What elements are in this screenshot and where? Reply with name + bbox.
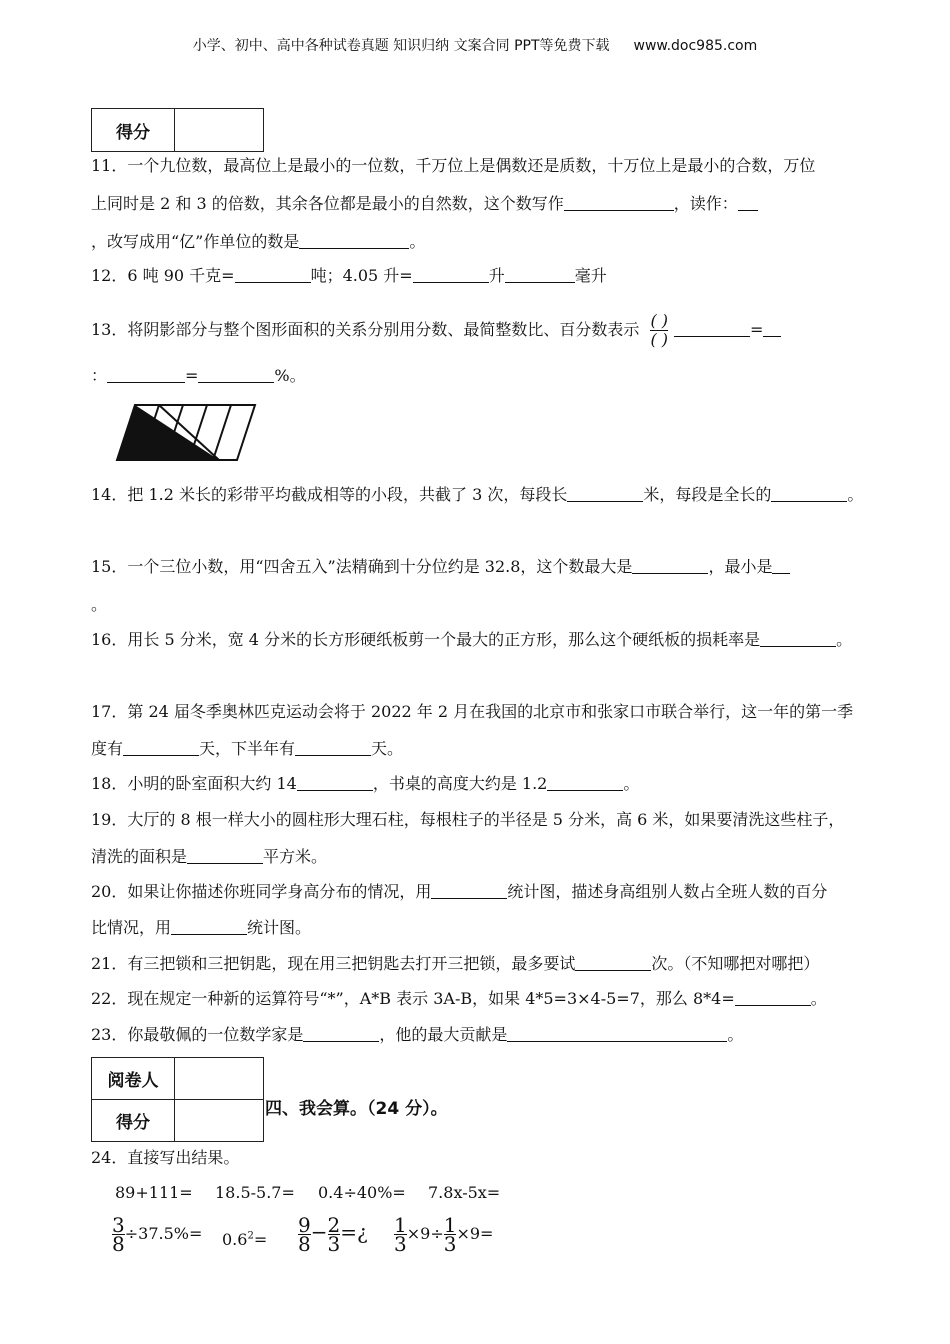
q20-line1: 20．如果让你描述你班同学身高分布的情况，用 统计图，描述身高组别人数占全班人数的百分 <box>91 882 828 901</box>
q17-blank-1[interactable] <box>123 739 199 756</box>
q11-line1: 11．一个九位数，最高位上是最小的一位数，千万位上是偶数还是质数，十万位上是最小的合数，万位 <box>91 156 816 175</box>
q24-row1-item: 0.4÷40%= <box>318 1183 406 1202</box>
q20-line2: 比情况，用 统计图。 <box>91 918 312 937</box>
score-cell[interactable] <box>175 109 264 152</box>
q22-blank[interactable] <box>735 989 811 1006</box>
q14-blank-1[interactable] <box>567 485 643 502</box>
q13-blank-3[interactable] <box>107 366 185 383</box>
q19-blank[interactable] <box>187 847 263 864</box>
q13-blank-4[interactable] <box>198 366 274 383</box>
score-label: 得分 <box>92 109 175 152</box>
q17-line1: 17．第 24 届冬季奥林匹克运动会将于 2022 年 2 月在我国的北京市和张家口市联合举行，这一年的第一季 <box>91 702 854 721</box>
q13-line1: 13．将阴影部分与整个图形面积的关系分别用分数、最简整数比、百分数表示 $\frac{( )}{( )}$ = <box>91 312 781 349</box>
page-header <box>0 35 950 55</box>
q24-row1-item: 7.8x-5x= <box>428 1183 501 1202</box>
q21-blank[interactable] <box>575 954 651 971</box>
header-url[interactable]: www.doc985.com <box>633 38 758 54</box>
q24-f4: $\frac{1}{3}$ ×9÷ $\frac{1}{3}$ ×9= <box>394 1213 494 1256</box>
q19-line2: 清洗的面积是 平方米。 <box>91 847 328 866</box>
q23: 23．你最敬佩的一位数学家是 ，他的最大贡献是 。 <box>91 1025 744 1044</box>
q21: 21．有三把锁和三把钥匙，现在用三把钥匙去打开三把锁，最多要试 次。（不知哪把对哪把） <box>91 954 820 973</box>
q16-blank[interactable] <box>760 630 836 647</box>
q11-blank-write[interactable] <box>564 194 674 211</box>
q12: 12．6 吨 90 千克= 吨；4.05 升= 升 毫升 <box>91 266 607 285</box>
q13-blank-2[interactable] <box>763 320 781 337</box>
q24-row1-item: 18.5-5.7= <box>215 1183 295 1202</box>
q20-blank-2[interactable] <box>171 918 247 935</box>
section-4-title: 四、我会算。（24 分）。 <box>265 1099 448 1119</box>
q13-shaded-figure <box>115 402 260 464</box>
q23-blank-1[interactable] <box>303 1025 379 1042</box>
q18-blank-1[interactable] <box>297 774 373 791</box>
q14-blank-2[interactable] <box>771 485 847 502</box>
q19-line1: 19．大厅的 8 根一样大小的圆柱形大理石柱，每根柱子的半径是 5 分米，高 6 米，如果要清洗这些柱子， <box>91 810 845 829</box>
q16: 16．用长 5 分米，宽 4 分米的长方形硬纸板剪一个最大的正方形，那么这个硬纸板的损耗率是 。 <box>91 630 853 649</box>
q23-blank-2[interactable] <box>507 1025 727 1042</box>
q18: 18．小明的卧室面积大约 14 ，书桌的高度大约是 1.2 。 <box>91 774 640 793</box>
score-box-2 <box>91 1057 264 1142</box>
q11-line2: 上同时是 2 和 3 的倍数，其余各位都是最小的自然数，这个数写作 ，读作： <box>91 194 758 214</box>
q12-blank-3[interactable] <box>505 266 575 283</box>
grader-label: 阅卷人 <box>92 1058 175 1100</box>
q15-blank-1[interactable] <box>632 557 708 574</box>
q17-line2: 度有 天，下半年有 天。 <box>91 739 404 758</box>
q24-row1-item: 89+111= <box>115 1183 193 1202</box>
fraction: $\frac{3}{8}$ <box>112 1213 125 1256</box>
grader-cell[interactable] <box>175 1058 264 1100</box>
fraction: $\frac{1}{3}$ <box>394 1213 407 1256</box>
q14: 14．把 1.2 米长的彩带平均截成相等的小段，共截了 3 次，每段长 米，每段是全长的 。 <box>91 485 864 504</box>
score-label-2: 得分 <box>92 1100 175 1142</box>
q24-f3: $\frac{9}{8}$ − $\frac{2}{3}$ =¿ <box>298 1213 368 1256</box>
q11-line3: ，改写成用“亿”作单位的数是 。 <box>91 232 426 251</box>
q17-blank-2[interactable] <box>295 739 371 756</box>
q13-fraction: $\frac{( )}{( )}$ <box>650 311 669 349</box>
q24-f2: $0.6^2=$ <box>222 1230 268 1249</box>
q15-blank-2[interactable] <box>772 557 790 574</box>
q15-line2: 。 <box>91 595 108 614</box>
q15-line1: 15．一个三位小数，用“四舍五入”法精确到十分位约是 32.8，这个数最大是 ，最小是 <box>91 557 790 577</box>
q24-f1: $\frac{3}{8}$ ÷37.5%= <box>112 1213 203 1256</box>
q18-blank-2[interactable] <box>547 774 623 791</box>
q20-blank-1[interactable] <box>431 882 507 899</box>
q12-blank-2[interactable] <box>413 266 489 283</box>
q24-title: 24．直接写出结果。 <box>91 1148 240 1167</box>
fraction: $\frac{9}{8}$ <box>298 1213 311 1256</box>
fraction: $\frac{1}{3}$ <box>443 1213 457 1256</box>
q13-blank-1[interactable] <box>674 320 750 337</box>
q22: 22．现在规定一种新的运算符号“*”，A*B 表示 3A-B，如果 4*5=3×4-5=7，那么 8*4= 。 <box>91 989 827 1008</box>
header-text: 小学、初中、高中各种试卷真题 知识归纳 文案合同 PPT等免费下载 <box>192 38 610 54</box>
q11-blank-yi[interactable] <box>299 232 409 249</box>
q11-blank-read[interactable] <box>738 194 758 211</box>
fraction: $\frac{2}{3}$ <box>327 1213 341 1256</box>
score-box-1 <box>91 108 264 152</box>
score-cell-2[interactable] <box>175 1100 264 1142</box>
q12-blank-1[interactable] <box>235 266 311 283</box>
q13-line2: ： = %。 <box>91 366 306 385</box>
